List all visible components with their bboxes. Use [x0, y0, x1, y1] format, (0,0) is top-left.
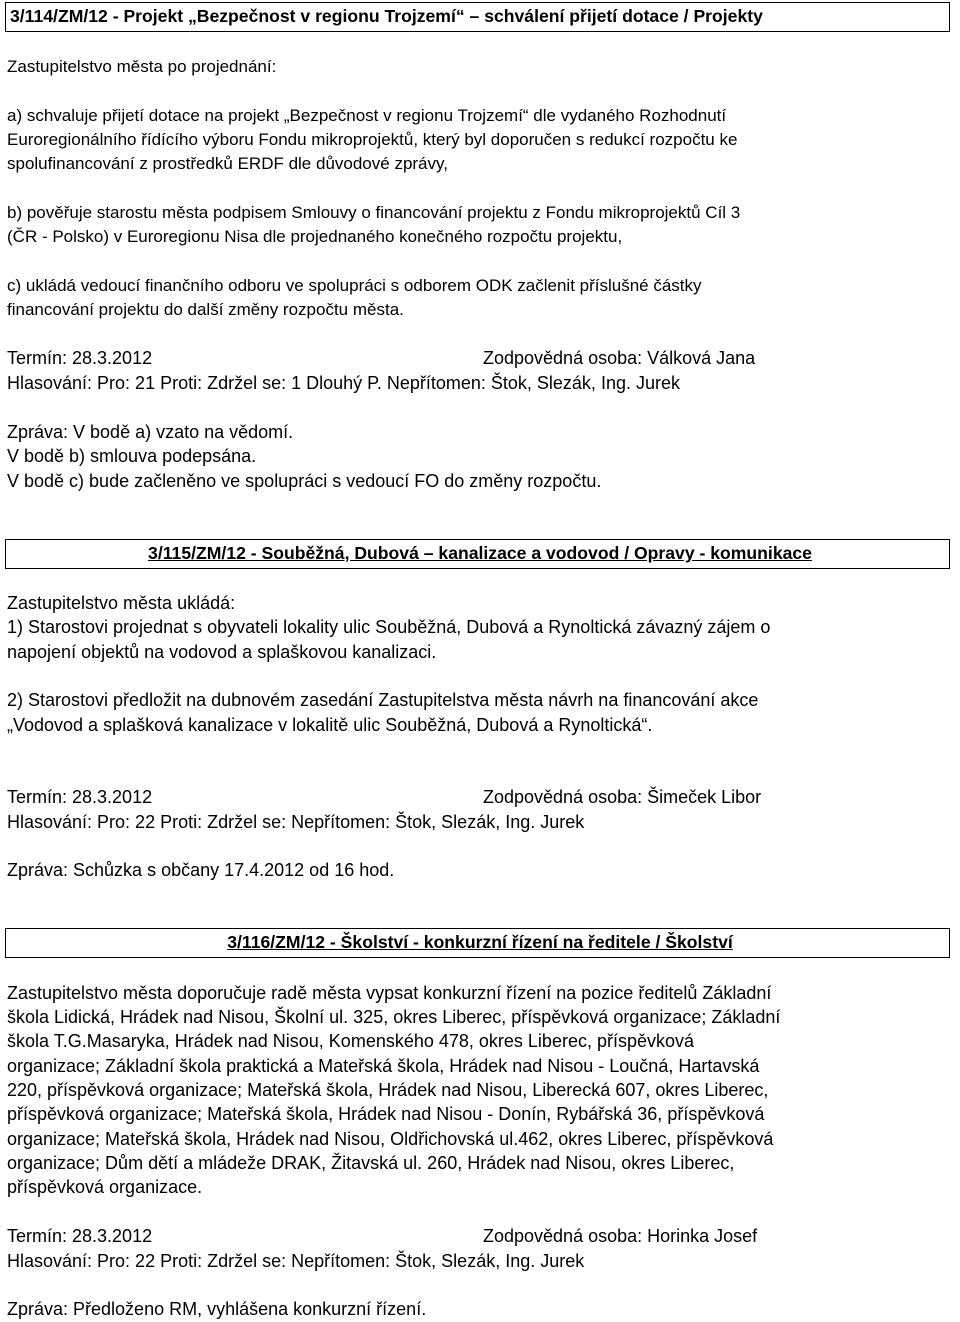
section-1-report-line-3: V bodě c) bude začleněno ve spolupráci s vedoucí FO do změny rozpočtu. [7, 471, 602, 491]
section-1-b-line-1: b) pověřuje starostu města podpisem Smlouvy o financování projektu z Fondu mikroprojektů Cíl 3 [7, 203, 741, 222]
section-3-body-line-7: organizace; Mateřská škola, Hrádek nad Nisou, Oldřichovská ul.462, okres Liberec, příspěvková [7, 1129, 774, 1149]
section-1-a-line-1: a) schvaluje přijetí dotace na projekt „Bezpečnost v regionu Trojzemí“ dle vydaného Rozhodnutí [7, 106, 727, 125]
section-1-termin: Termín: 28.3.2012 [7, 348, 153, 368]
section-3-body-line-4: organizace; Základní škola praktická a Mateřská škola, Hrádek nad Nisou - Loučná, Hartavská [7, 1056, 760, 1076]
section-2-item-2-line-1: 2) Starostovi předložit na dubnovém zasedání Zastupitelstva města návrh na financování akce [7, 690, 759, 710]
section-2-item-2-line-2: „Vodovod a splašková kanalizace v lokalitě ulic Souběžná, Dubová a Rynoltická“. [7, 715, 653, 735]
section-1-responsible: Zodpovědná osoba: Válková Jana [483, 348, 756, 368]
section-3-termin: Termín: 28.3.2012 [7, 1226, 153, 1246]
section-2-termin: Termín: 28.3.2012 [7, 787, 153, 807]
section-3-body-line-3: škola T.G.Masaryka, Hrádek nad Nisou, Komenského 478, okres Liberec, příspěvková [7, 1031, 695, 1051]
section-1-a-line-2: Euroregionálního řídícího výboru Fondu mikroprojektů, který byl doporučen s redukcí rozpočtu ke [7, 130, 738, 149]
section-3-report: Zpráva: Předloženo RM, vyhlášena konkurzní řízení. [7, 1299, 427, 1319]
section-2-intro: Zastupitelstvo města ukládá: [7, 593, 236, 613]
section-2-report: Zpráva: Schůzka s občany 17.4.2012 od 16 hod. [7, 860, 395, 880]
section-3-body-line-5: 220, příspěvková organizace; Mateřská škola, Hrádek nad Nisou, Liberecká 607, okres Liberec, [7, 1080, 769, 1100]
section-2-voting: Hlasování: Pro: 22 Proti: Zdržel se: Nepřítomen: Štok, Slezák, Ing. Jurek [7, 812, 585, 832]
section-2-heading: 3/115/ZM/12 - Souběžná, Dubová – kanalizace a vodovod / Opravy - komunikace [148, 543, 812, 563]
section-1-voting: Hlasování: Pro: 21 Proti: Zdržel se: 1 Dlouhý P. Nepřítomen: Štok, Slezák, Ing. Jurek [7, 373, 680, 393]
section-2-responsible: Zodpovědná osoba: Šimeček Libor [483, 787, 762, 807]
section-1-intro: Zastupitelstvo města po projednání: [7, 57, 277, 76]
section-2-item-1-line-2: napojení objektů na vodovod a splaškovou kanalizaci. [7, 642, 437, 662]
section-3-body-line-6: příspěvková organizace; Mateřská škola, Hrádek nad Nisou - Donín, Rybářská 36, příspěvková [7, 1104, 765, 1124]
section-3-body-line-1: Zastupitelstvo města doporučuje radě města vypsat konkurzní řízení na pozice ředitelů Základní [7, 983, 772, 1003]
section-3-heading: 3/116/ZM/12 - Školství - konkurzní řízení na ředitele / Školství [227, 932, 733, 952]
section-1-heading: 3/114/ZM/12 - Projekt „Bezpečnost v regionu Trojzemí“ – schválení přijetí dotace / Projekty [10, 6, 763, 26]
section-1-c-line-1: c) ukládá vedoucí finančního odboru ve spolupráci s odborem ODK začlenit příslušné částky [7, 276, 702, 295]
section-3-responsible: Zodpovědná osoba: Horinka Josef [483, 1226, 758, 1246]
section-1-report-line-1: Zpráva: V bodě a) vzato na vědomí. [7, 422, 294, 442]
section-1-b-line-2: (ČR - Polsko) v Euroregionu Nisa dle projednaného konečného rozpočtu projektu, [7, 227, 623, 246]
section-1-c-line-2: financování projektu do další změny rozpočtu města. [7, 300, 404, 319]
section-3-body-line-9: příspěvková organizace. [7, 1177, 203, 1197]
section-1-a-line-3: spolufinancování z prostředků ERDF dle důvodové zprávy, [7, 154, 448, 173]
section-2-item-1-line-1: 1) Starostovi projednat s obyvateli lokality ulic Souběžná, Dubová a Rynoltická závazný zájem o [7, 617, 771, 637]
section-3-voting: Hlasování: Pro: 22 Proti: Zdržel se: Nepřítomen: Štok, Slezák, Ing. Jurek [7, 1251, 585, 1271]
section-1-report-line-2: V bodě b) smlouva podepsána. [7, 446, 257, 466]
section-3-body-line-2: škola Lidická, Hrádek nad Nisou, Školní ul. 325, okres Liberec, příspěvková organizace; Základní [7, 1007, 781, 1027]
section-3-body-line-8: organizace; Dům dětí a mládeže DRAK, Žitavská ul. 260, Hrádek nad Nisou, okres Liberec, [7, 1153, 735, 1173]
